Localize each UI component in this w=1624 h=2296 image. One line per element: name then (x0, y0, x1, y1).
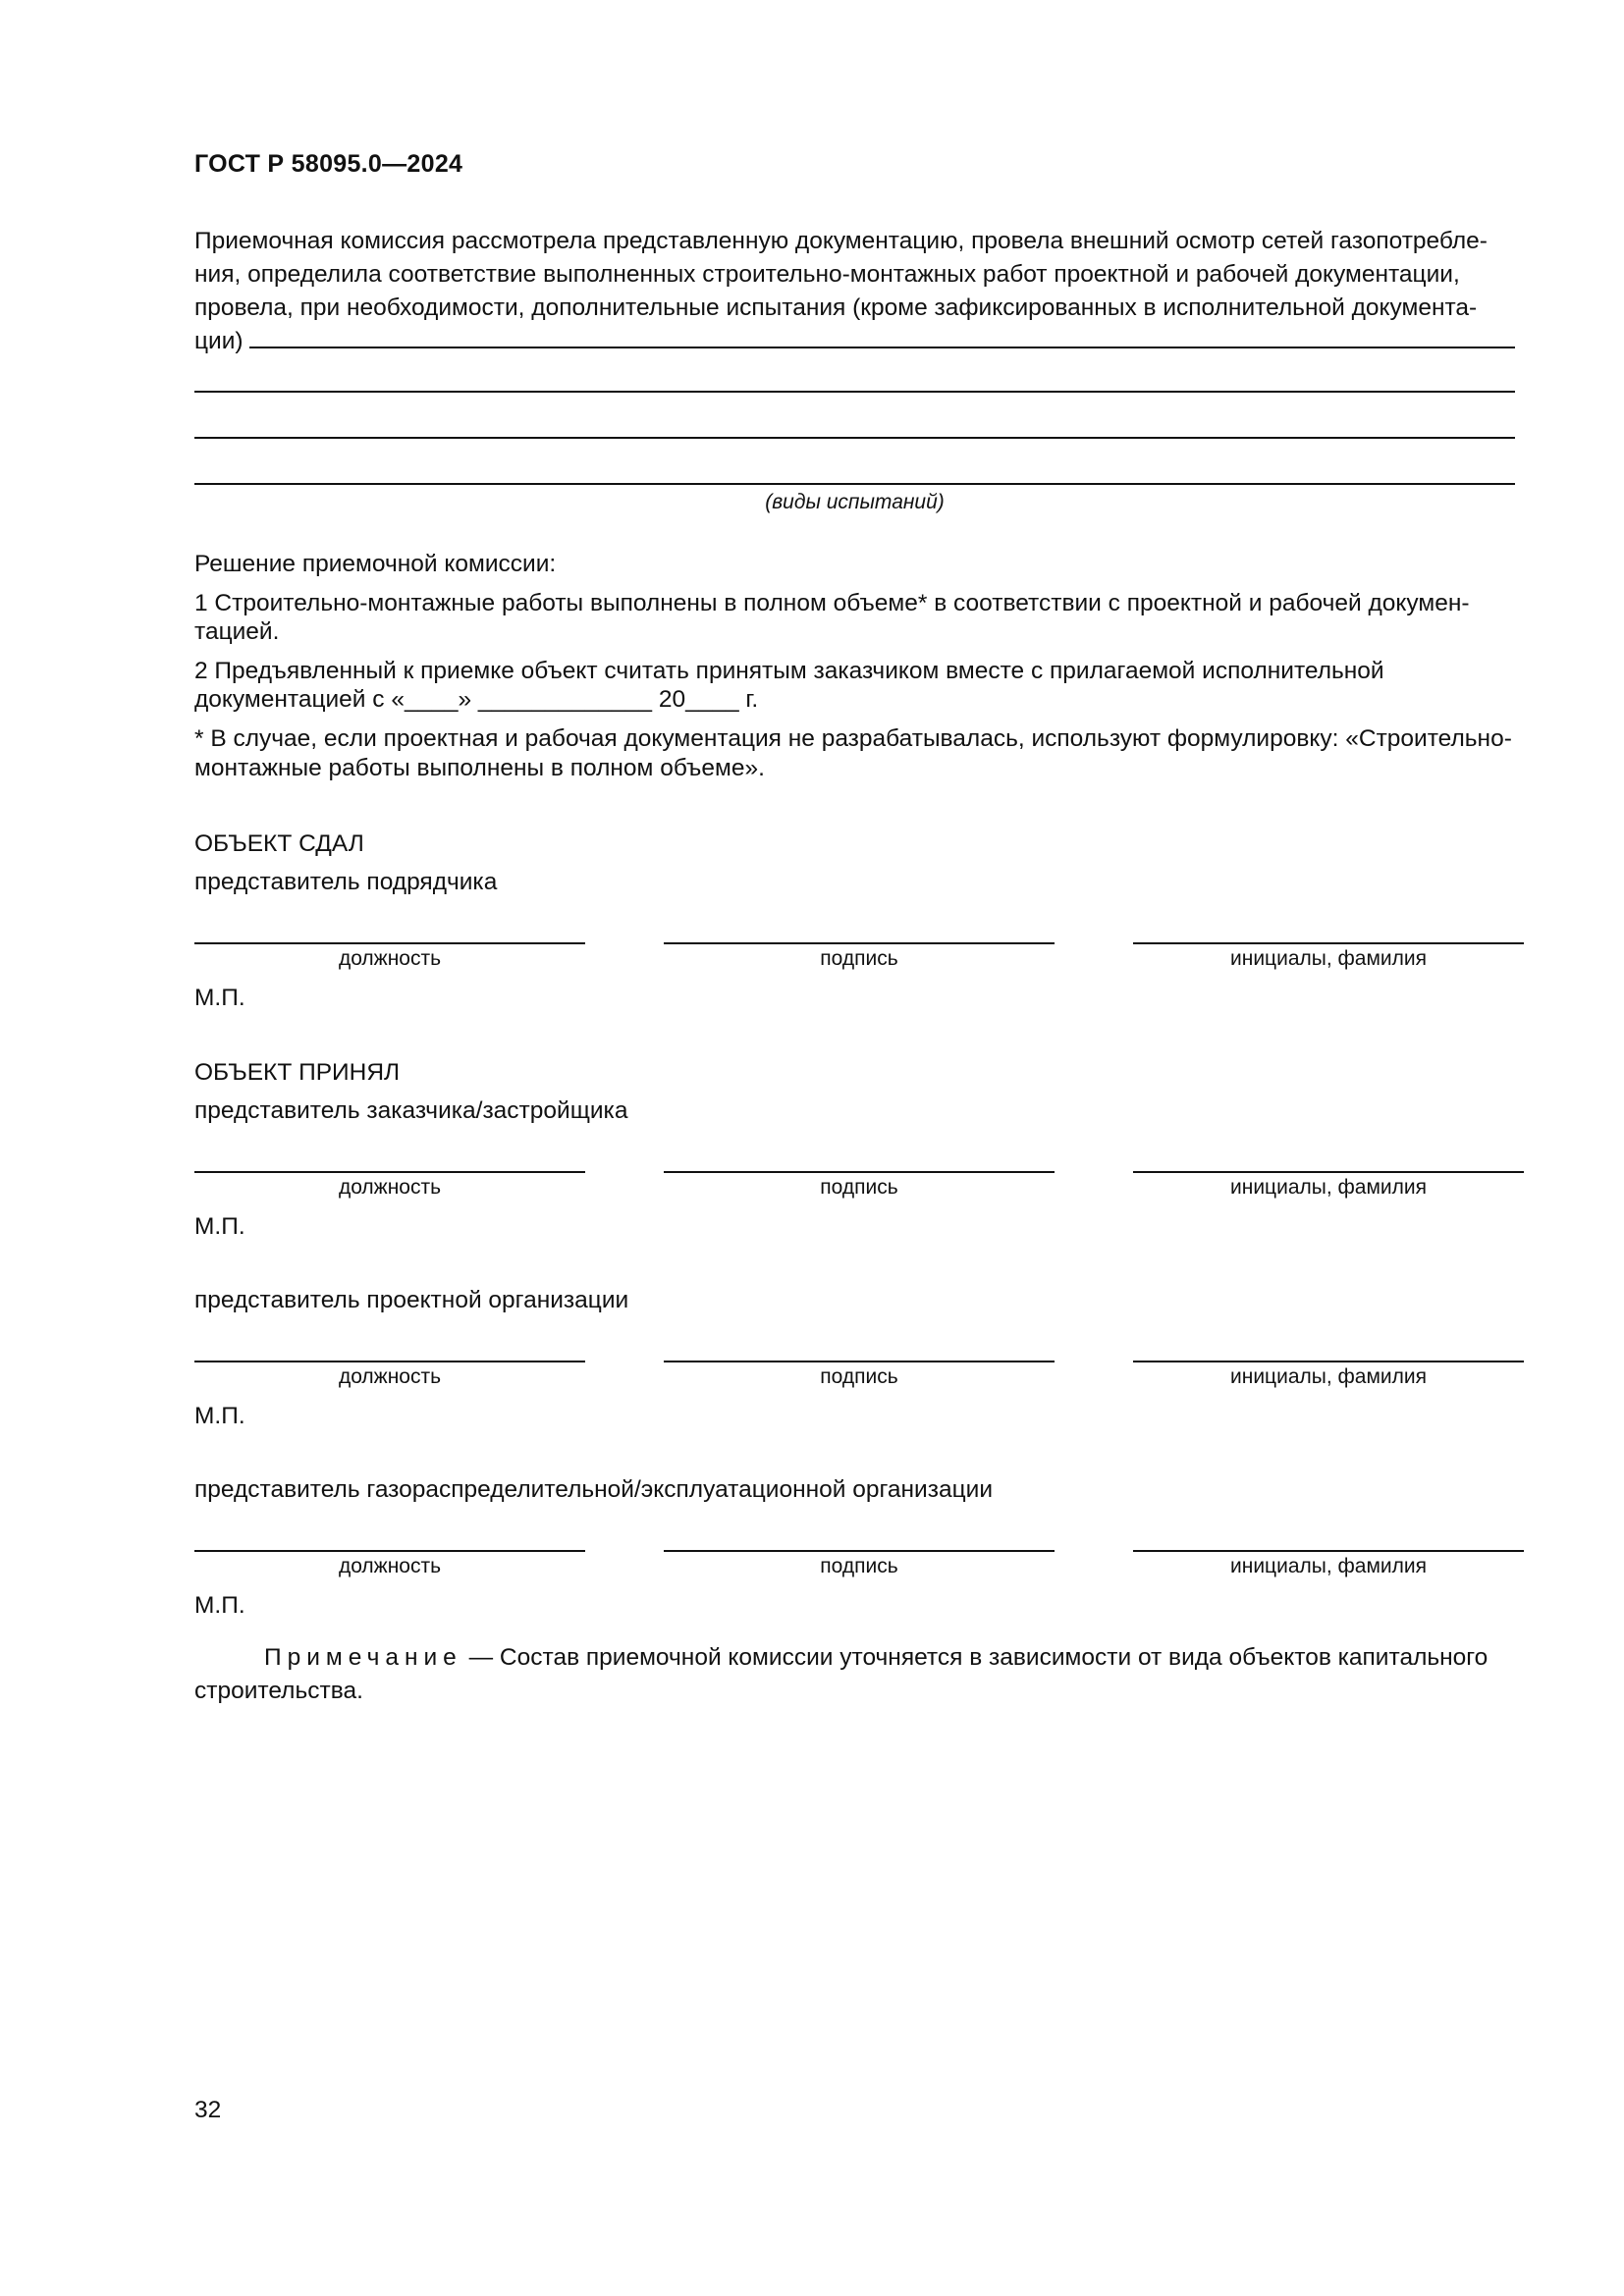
note-text: — Состав приемочной комиссии уточняется в зависимости от вида объектов капитального (461, 1644, 1489, 1671)
decision-item1-line1: 1 Строительно-монтажные работы выполнены в полном объеме* в соответствии с проектной и рабочей докумен- (194, 590, 1470, 616)
position-line (194, 942, 585, 944)
name-label: инициалы, фамилия (1230, 1555, 1427, 1577)
position-label: должность (338, 947, 442, 970)
stamp-label: М.П. (194, 1213, 245, 1240)
position-label: должность (338, 1176, 442, 1199)
design-rep: представитель проектной организации (194, 1287, 629, 1313)
tests-caption: (виды испытаний) (765, 491, 945, 513)
intro-line-1: Приемочная комиссия рассмотрела представленную документацию, провела внешний осмотр сетей газопотребле- (194, 228, 1488, 254)
signature-label: подпись (820, 1555, 898, 1577)
signature-line (664, 1550, 1055, 1552)
name-line (1133, 1171, 1524, 1173)
page-number: 32 (194, 2097, 222, 2123)
signature-line (664, 1171, 1055, 1173)
note-label: Примечание (264, 1644, 462, 1671)
position-line (194, 1171, 585, 1173)
name-label: инициалы, фамилия (1230, 1365, 1427, 1388)
signature-line (664, 942, 1055, 944)
intro-line-3: провела, при необходимости, дополнительные испытания (кроме зафиксированных в исполнительной документа- (194, 294, 1478, 321)
blank-line (194, 483, 1515, 485)
position-line (194, 1550, 585, 1552)
signature-label: подпись (820, 947, 898, 970)
decision-heading: Решение приемочной комиссии: (194, 551, 557, 577)
note-line1 (264, 1641, 1488, 1675)
stamp-label: М.П. (194, 1403, 245, 1429)
handed-over-title: ОБЪЕКТ СДАЛ (194, 830, 364, 857)
name-line (1133, 942, 1524, 944)
name-line (1133, 1550, 1524, 1552)
note-line2: строительства. (194, 1678, 363, 1704)
decision-item2-line2: документацией с «____» _____________ 20____ г. (194, 686, 759, 713)
stamp-label: М.П. (194, 985, 245, 1011)
accepted-title: ОБЪЕКТ ПРИНЯЛ (194, 1059, 401, 1086)
name-line (1133, 1361, 1524, 1362)
gas-org-rep: представитель газораспределительной/эксплуатационной организации (194, 1476, 994, 1503)
name-label: инициалы, фамилия (1230, 947, 1427, 970)
document-header: ГОСТ Р 58095.0—2024 (194, 150, 463, 178)
intro-line-2: ния, определила соответствие выполненных строительно-монтажных работ проектной и рабочей документации, (194, 261, 1460, 288)
intro-line-4 (194, 325, 1515, 358)
name-label: инициалы, фамилия (1230, 1176, 1427, 1199)
intro-line-4-text: ции) (194, 328, 244, 354)
signature-label: подпись (820, 1176, 898, 1199)
signature-line (664, 1361, 1055, 1362)
position-label: должность (338, 1365, 442, 1388)
contractor-rep: представитель подрядчика (194, 869, 498, 895)
blank-line (194, 437, 1515, 439)
customer-rep: представитель заказчика/застройщика (194, 1097, 628, 1124)
footnote-line2: монтажные работы выполнены в полном объеме». (194, 755, 765, 781)
blank-line (194, 391, 1515, 393)
fill-line (249, 325, 1515, 348)
signature-label: подпись (820, 1365, 898, 1388)
decision-item2-line1: 2 Предъявленный к приемке объект считать принятым заказчиком вместе с прилагаемой исполнительной (194, 658, 1384, 684)
decision-item1-line2: тацией. (194, 618, 280, 645)
footnote-line1: * В случае, если проектная и рабочая документация не разрабатывалась, используют формулировку: «Строительно- (194, 725, 1512, 752)
position-label: должность (338, 1555, 442, 1577)
position-line (194, 1361, 585, 1362)
stamp-label: М.П. (194, 1592, 245, 1619)
